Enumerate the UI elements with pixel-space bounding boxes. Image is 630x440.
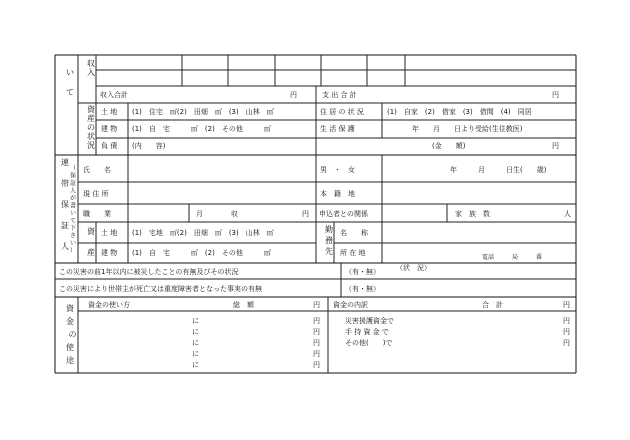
guarantor-birth: 年 月 日生( 歳) [450, 166, 547, 174]
funds-total-yen: 円 [313, 301, 320, 309]
funds-sum-label: 合 計 [482, 301, 503, 309]
vertical-label-ite: いて [66, 68, 74, 97]
guarantor-family-label: 家 族 数 [455, 210, 490, 218]
income-total-yen: 円 [290, 91, 297, 99]
funds-usage-row-yen: 円 [313, 339, 320, 347]
expense-total-label: 支 出 合 計 [322, 91, 357, 99]
funds-breakdown-row-yen: 円 [563, 328, 570, 336]
funds-breakdown-row-yen: 円 [563, 317, 570, 325]
guarantor-address-label: 現 住 所 [83, 190, 109, 198]
funds-usage-row-yen: 円 [313, 328, 320, 336]
guarantor-monthly-yen: 円 [302, 210, 309, 218]
funds-usage-row-ni: に [192, 317, 199, 325]
residence-options: (1) 自家 (2) 借家 (3) 借間 (4) 同居 [387, 108, 532, 116]
funds-breakdown-row-label: 手 持 資 金 で [345, 328, 389, 336]
vertical-label-funds: 資金 の使途 [66, 304, 77, 365]
employer-name-label: 名 称 [340, 229, 368, 237]
expense-total-yen: 円 [552, 91, 559, 99]
guarantor-family-unit: 人 [564, 210, 571, 218]
guarantor-relation-label: 申込者との関係 [319, 210, 368, 218]
funds-usage-row-yen: 円 [313, 317, 320, 325]
guarantor-gender: 男 ・ 女 [320, 166, 355, 174]
funds-usage-row-ni: に [192, 361, 199, 369]
assets-debt-detail: (内 容) [132, 142, 166, 150]
vertical-label-employer: 勤務先 [325, 225, 333, 256]
funds-breakdown-row-label: その他( )で [345, 339, 393, 347]
disaster-q1-status: （状 況） [396, 264, 431, 272]
funds-breakdown-label: 資金の内訳 [333, 301, 368, 309]
livelihood-label: 生 活 保 護 [320, 125, 355, 133]
assets-debt-label: 負 債 [101, 142, 118, 150]
funds-usage-row-yen: 円 [313, 350, 320, 358]
disaster-q2: この災害により世帯主が死亡又は重度障害者となった事実の有無 [59, 285, 262, 293]
guarantor-monthly-label: 月 収 [196, 210, 238, 218]
funds-usage-label: 資金の使い方 [88, 301, 130, 309]
guarantor-domicile-label: 本 籍 地 [320, 190, 355, 198]
funds-breakdown-row-label: 災害援護資金で [345, 317, 394, 325]
assets-building-label: 建 物 [101, 125, 118, 133]
funds-usage-row-ni: に [192, 339, 199, 347]
income-total-label: 収入合計 [100, 91, 128, 99]
funds-breakdown-rows [345, 316, 570, 347]
disaster-q2-option: （有・無） [345, 285, 380, 293]
disaster-q1-option: （有・無） [345, 268, 380, 276]
vertical-label-guarantor-note: （保証人が書いて下さい） [70, 165, 77, 255]
funds-total-label: 総 額 [233, 301, 254, 309]
vertical-label-guarantor: 連帯保証人 [61, 158, 69, 251]
funds-usage-row-ni: に [192, 328, 199, 336]
form-text [59, 58, 571, 369]
guarantor-land-items: (1) 宅地 ㎡(2) 田畑 ㎡ (3) 山林 ㎡ [132, 229, 274, 237]
guarantor-building-label: 建 物 [101, 249, 118, 257]
guarantor-building-items: (1) 自 宅 ㎡ (2) その他 ㎡ [132, 249, 271, 257]
funds-usage-row-yen: 円 [313, 361, 320, 369]
livelihood-text: 年 月 日より受給(生住教医) [412, 125, 523, 133]
funds-breakdown-row-yen: 円 [563, 339, 570, 347]
assets-land-label: 土 地 [101, 108, 118, 116]
assets-building-items: (1) 自 宅 ㎡ (2) その他 ㎡ [132, 125, 271, 133]
funds-sum-yen: 円 [563, 301, 570, 309]
vertical-label-assets: 資産の状況 [87, 105, 95, 150]
form-grid-lines [55, 55, 576, 373]
disaster-q1: この災害の前1年以内に被災したことの有無及びその状況 [59, 268, 239, 276]
funds-usage-rows [192, 317, 320, 369]
guarantor-name-label: 氏 名 [83, 166, 111, 174]
employer-address-label: 所 在 地 [340, 249, 366, 257]
guarantor-assets-label: 資産 [87, 227, 95, 257]
assets-debt-amount: (金 額) [432, 142, 466, 150]
employer-phone-label: 電話 局 番 [482, 254, 543, 261]
guarantor-occupation-label: 職 業 [83, 210, 111, 218]
residence-label: 住 居 の 状 況 [320, 108, 364, 116]
assets-debt-yen: 円 [552, 142, 559, 150]
funds-usage-row-ni: に [192, 350, 199, 358]
assets-land-items: (1) 住宅 ㎡(2) 田畑 ㎡ (3) 山林 ㎡ [132, 108, 274, 116]
vertical-label-income: 収入 [87, 59, 95, 77]
guarantor-land-label: 土 地 [101, 229, 118, 237]
